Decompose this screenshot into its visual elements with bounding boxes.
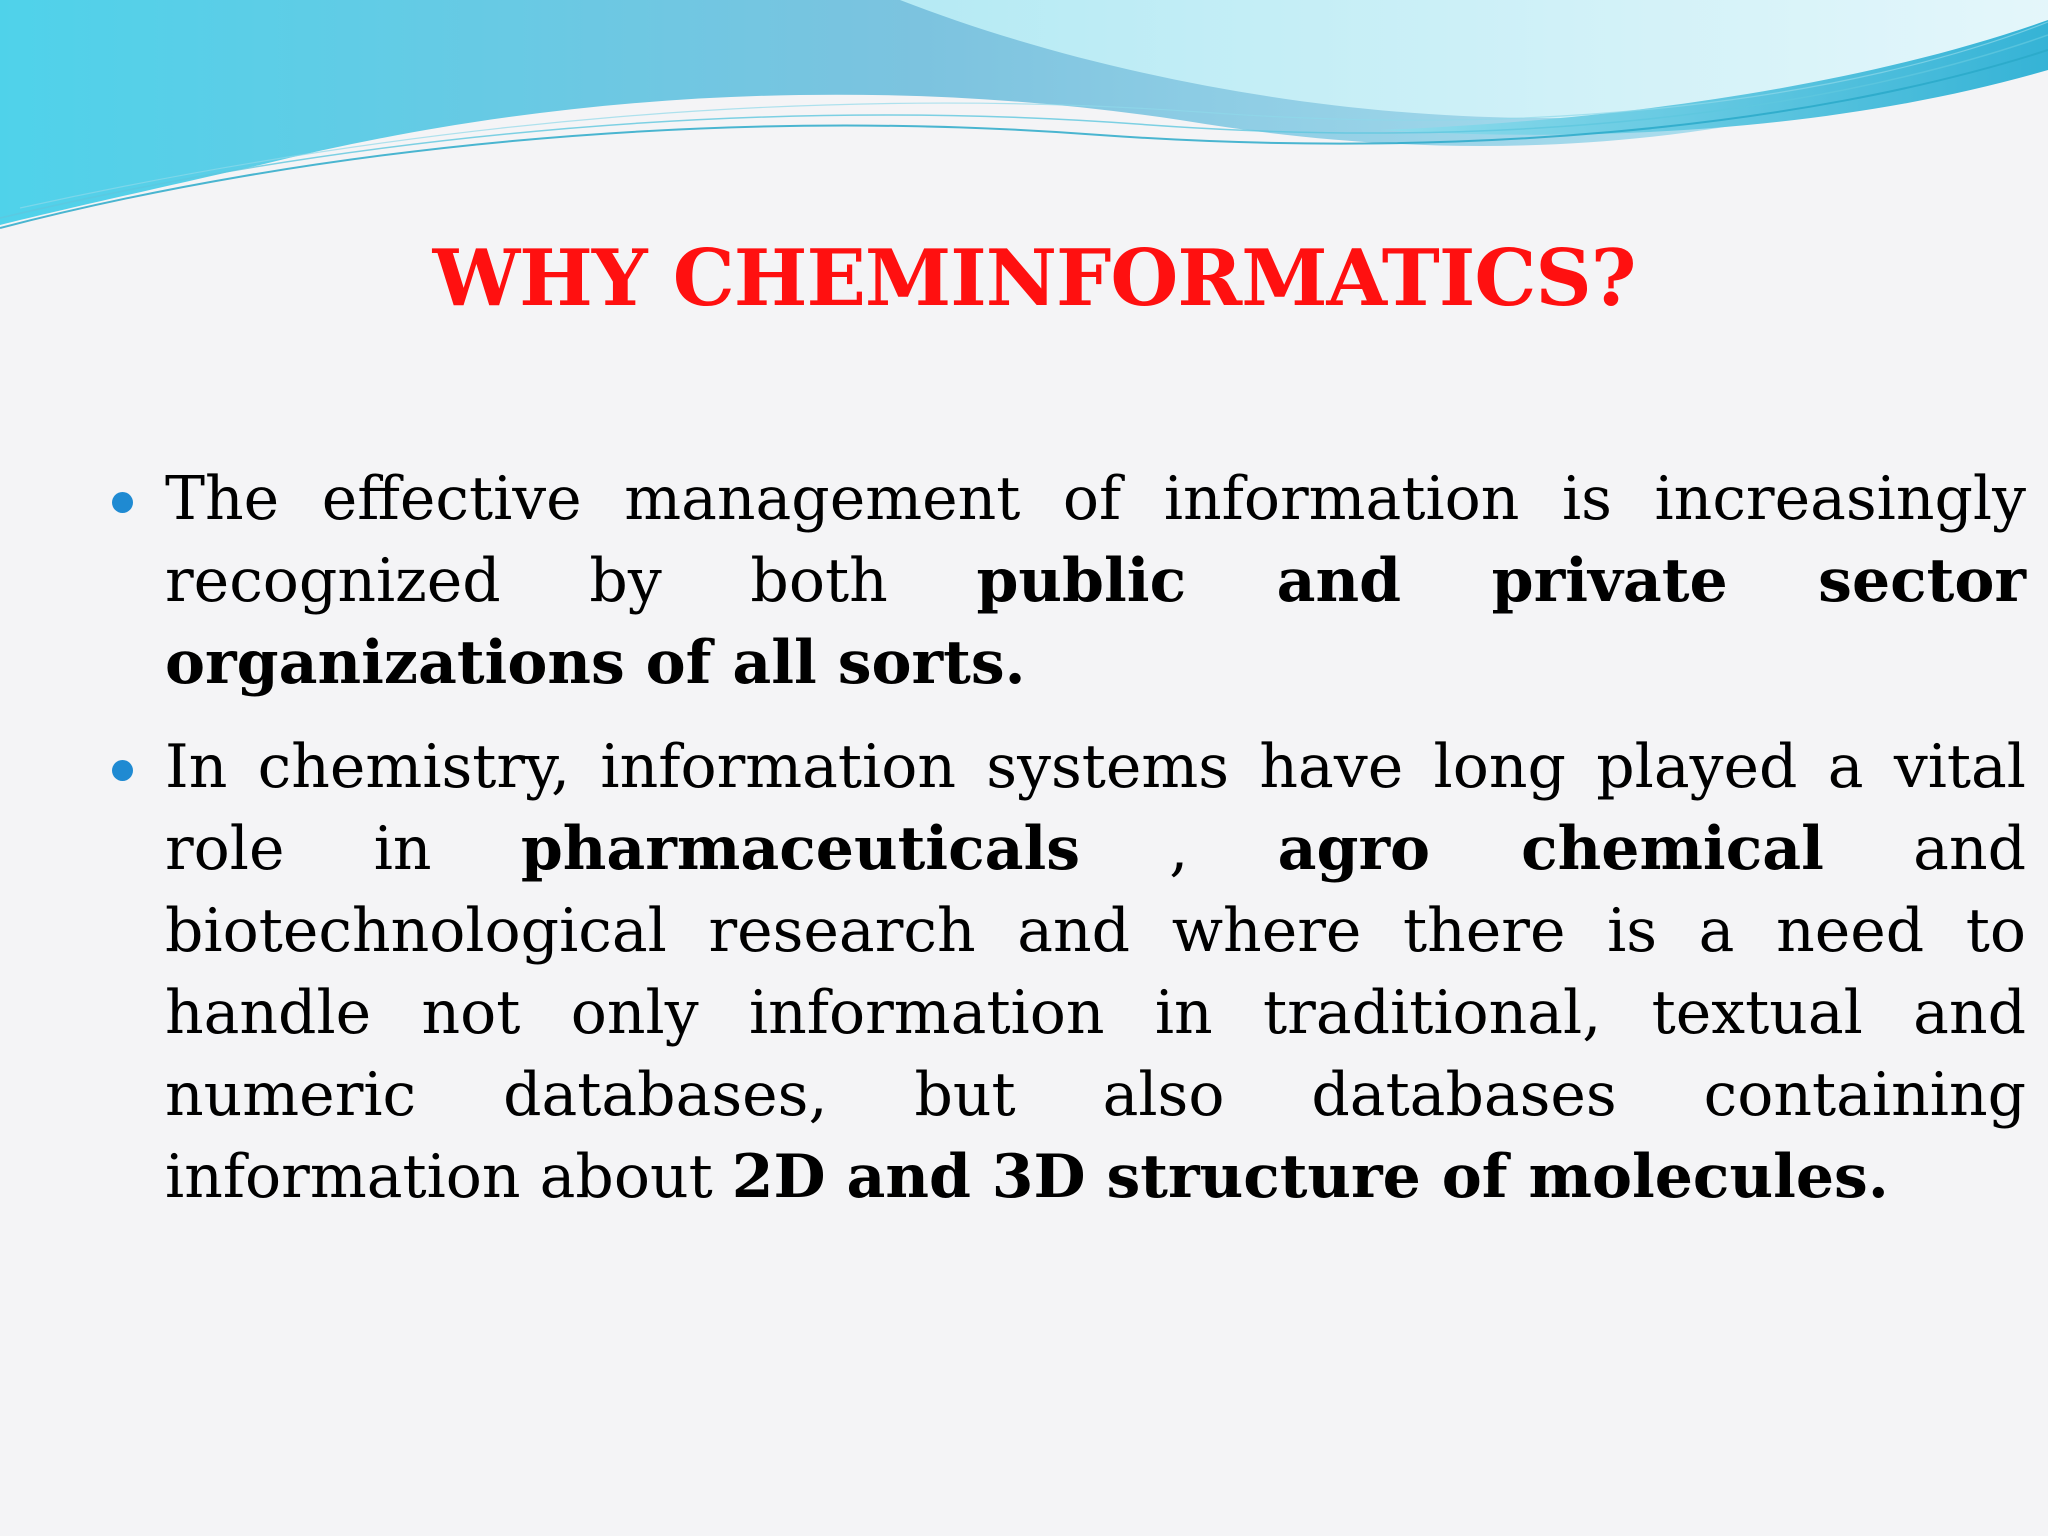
slide-title: WHY CHEMINFORMATICS?	[432, 233, 1636, 324]
header-wave-decoration	[0, 0, 2048, 240]
bullet-dot-icon	[112, 760, 133, 781]
bullet-text-bold-segment: pharmaceuticals	[520, 814, 1081, 884]
bullet-text-segment: and biotechnological research and where there is a need to handle not only information in traditional, textual and numeric databases, but also databases containing information about	[165, 814, 2026, 1212]
bullet-text-bold-segment: 2D and 3D structure of molecules.	[731, 1142, 1889, 1212]
bullet-list	[112, 458, 2026, 1240]
bullet-item	[112, 726, 2026, 1218]
bullet-text-segment: The effective management of information is increasingly recognized by both	[165, 464, 2026, 616]
bullet-item	[112, 458, 2026, 704]
bullet-text-segment: In chemistry, information systems have long played a vital role in	[165, 732, 2026, 884]
bullet-text-segment: ,	[1080, 814, 1278, 884]
bullet-text-bold-segment: public and private sector organizations of all sorts.	[165, 546, 2026, 698]
bullet-text-bold-segment: agro chemical	[1277, 814, 1824, 884]
bullet-dot-icon	[112, 492, 133, 513]
